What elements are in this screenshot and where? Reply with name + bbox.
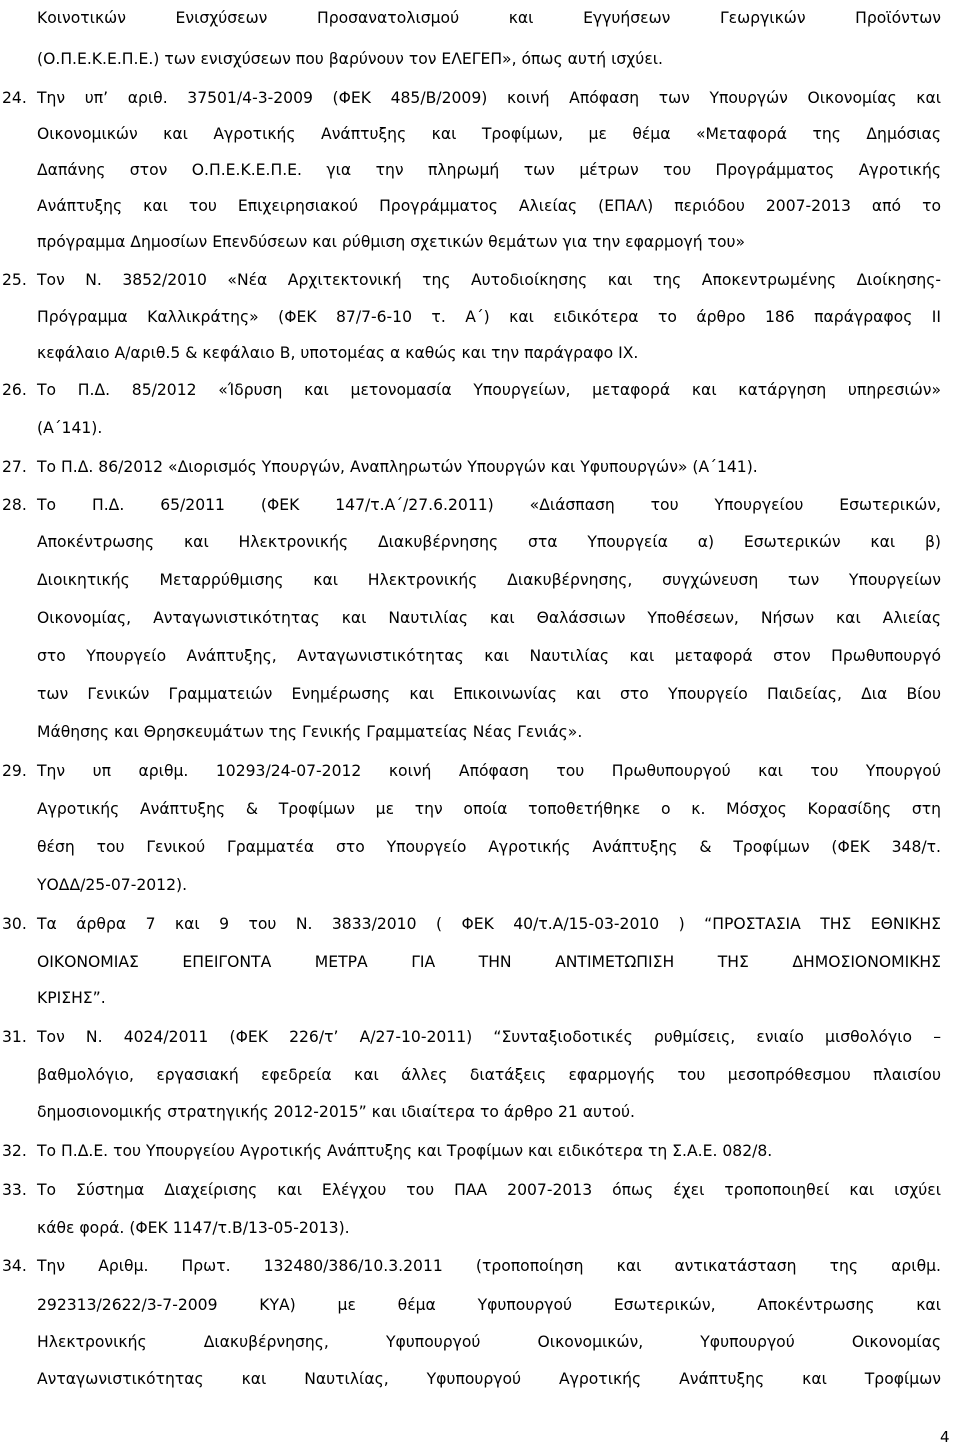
line-text: Αγροτικής Ανάπτυξης & Τροφίμων με την οποία τοποθετήθηκε ο κ. Μόσχος Κορασίδης στη <box>37 800 941 818</box>
numbered-item-line <box>0 1172 960 1208</box>
text-line <box>0 0 960 36</box>
line-text: ΥΟΔΔ/25-07-2012). <box>37 876 188 894</box>
line-text: βαθμολόγιο, εργασιακή εφεδρεία και άλλες διατάξεις εφαρμογής του μεσοπρόθεσμου πλαισίου <box>37 1066 941 1084</box>
line-text: Διοικητικής Μεταρρύθμισης και Ηλεκτρονικής Διακυβέρνησης, συγχώνευση των Υπουργείων <box>37 571 941 589</box>
text-line <box>0 714 960 750</box>
line-text: ΚΡΙΣΗΣ”. <box>37 989 106 1007</box>
line-text: 292313/2622/3-7-2009 ΚΥΑ) με θέμα Υφυπουργού Εσωτερικών, Αποκέντρωσης και <box>37 1296 941 1314</box>
text-line <box>0 335 960 371</box>
line-text: Οικονομικών και Αγροτικής Ανάπτυξης και Τροφίμων, με θέμα «Μεταφορά της Δημόσιας <box>37 125 941 143</box>
item-number: 24. <box>2 89 27 107</box>
text-line <box>0 1057 960 1093</box>
line-text: ΟΙΚΟΝΟΜΙΑΣ ΕΠΕΙΓΟΝΤΑ ΜΕΤΡΑ ΓΙΑ ΤΗΝ ΑΝΤΙΜΕΤΩΠΙΣΗ ΤΗΣ ΔΗΜΟΣΙΟΝΟΜΙΚΗΣ <box>37 953 941 971</box>
line-text: Την υπ’ αριθ. 37501/4-3-2009 (ΦΕΚ 485/Β/2009) κοινή Απόφαση των Υπουργών Οικονομίας και <box>37 89 941 107</box>
text-line <box>0 562 960 598</box>
text-line <box>0 600 960 636</box>
numbered-item-line <box>0 449 960 485</box>
line-text: Δαπάνης στον Ο.Π.Ε.Κ.Ε.Π.Ε. για την πληρωμή των μέτρων του Προγράμματος Αγροτικής <box>37 161 941 179</box>
line-text: (Ο.Π.Ε.Κ.Ε.Π.Ε.) των ενισχύσεων που βαρύνουν τον ΕΛΕΓΕΠ», όπως αυτή ισχύει. <box>37 50 663 68</box>
item-number: 31. <box>2 1028 27 1046</box>
line-text: (Α΄141). <box>37 419 103 437</box>
text-line <box>0 791 960 827</box>
text-line <box>0 1287 960 1323</box>
text-line <box>0 944 960 980</box>
text-line <box>0 188 960 224</box>
text-line <box>0 1210 960 1246</box>
line-text: Το Π.Δ. 65/2011 (ΦΕΚ 147/τ.Α΄/27.6.2011) «Διάσπαση του Υπουργείου Εσωτερικών, <box>37 496 941 514</box>
text-line <box>0 980 960 1016</box>
line-text: Τον Ν. 4024/2011 (ΦΕΚ 226/τ’ Α/27-10-2011) “Συνταξιοδοτικές ρυθμίσεις, ενιαίο μισθολόγιο – <box>37 1028 941 1046</box>
text-line <box>0 41 960 77</box>
line-text: θέση του Γενικού Γραμματέα στο Υπουργείο Αγροτικής Ανάπτυξης & Τροφίμων (ΦΕΚ 348/τ. <box>37 838 941 856</box>
text-line <box>0 676 960 712</box>
numbered-item-line <box>0 487 960 523</box>
text-line <box>0 1094 960 1130</box>
line-text: Τον Ν. 3852/2010 «Νέα Αρχιτεκτονική της Αυτοδιοίκησης και της Αποκεντρωμένης Διοίκησης- <box>37 271 941 289</box>
numbered-item-line <box>0 906 960 942</box>
item-number: 28. <box>2 496 27 514</box>
numbered-item-line <box>0 1019 960 1055</box>
line-text: Πρόγραμμα Καλλικράτης» (ΦΕΚ 87/7-6-10 τ. Α΄) και ειδικότερα το άρθρο 186 παράγραφος ΙΙ <box>37 308 941 326</box>
numbered-item-line <box>0 262 960 298</box>
line-text: Τα άρθρα 7 και 9 του Ν. 3833/2010 ( ΦΕΚ 40/τ.Α/15-03-2010 ) “ΠΡΟΣΤΑΣΙΑ ΤΗΣ ΕΘΝΙΚΗΣ <box>37 915 941 933</box>
item-number: 26. <box>2 381 27 399</box>
item-number: 32. <box>2 1142 27 1160</box>
line-text: Το Π.Δ.Ε. του Υπουργείου Αγροτικής Ανάπτυξης και Τροφίμων και ειδικότερα τη Σ.Α.Ε. 082/8. <box>37 1142 773 1160</box>
line-text: Το Π.Δ. 86/2012 «Διορισμός Υπουργών, Αναπληρωτών Υπουργών και Υφυπουργών» (Α΄141). <box>37 458 758 476</box>
item-number: 27. <box>2 458 27 476</box>
line-text: Αποκέντρωσης και Ηλεκτρονικής Διακυβέρνησης στα Υπουργεία α) Εσωτερικών και β) <box>37 533 941 551</box>
numbered-item-line <box>0 1248 960 1284</box>
line-text: δημοσιονομικής στρατηγικής 2012-2015” και ιδιαίτερα το άρθρο 21 αυτού. <box>37 1103 635 1121</box>
numbered-item-line <box>0 372 960 408</box>
line-text: πρόγραμμα Δημοσίων Επενδύσεων και ρύθμιση σχετικών θεμάτων για την εφαρμογή του» <box>37 233 746 251</box>
text-line <box>0 524 960 560</box>
line-text: κεφάλαιο Α/αριθ.5 & κεφάλαιο Β, υποτομέας α καθώς και την παράγραφο ΙΧ. <box>37 344 639 362</box>
item-number: 29. <box>2 762 27 780</box>
line-text: Το Σύστημα Διαχείρισης και Ελέγχου του ΠΑΑ 2007-2013 όπως έχει τροποποιηθεί και ισχύει <box>37 1181 941 1199</box>
text-line <box>0 867 960 903</box>
line-text: Ηλεκτρονικής Διακυβέρνησης, Υφυπουργού Οικονομικών, Υφυπουργού Οικονομίας <box>37 1333 941 1351</box>
text-line <box>0 829 960 865</box>
line-text: Την Αριθμ. Πρωτ. 132480/386/10.3.2011 (τροποποίηση και αντικατάσταση της αριθμ. <box>37 1257 941 1275</box>
page-number: 4 <box>940 1428 950 1446</box>
text-line <box>0 1324 960 1360</box>
numbered-item-line <box>0 80 960 116</box>
line-text: Ανάπτυξης και του Επιχειρησιακού Προγράμματος Αλιείας (ΕΠΑΛ) περιόδου 2007-2013 από το <box>37 197 941 215</box>
numbered-item-line <box>0 1133 960 1169</box>
line-text: Ανταγωνιστικότητας και Ναυτιλίας, Υφυπουργού Αγροτικής Ανάπτυξης και Τροφίμων <box>37 1370 941 1388</box>
line-text: των Γενικών Γραμματειών Ενημέρωσης και Επικοινωνίας και στο Υπουργείο Παιδείας, Δια Βίου <box>37 685 941 703</box>
text-line <box>0 299 960 335</box>
item-number: 34. <box>2 1257 27 1275</box>
text-line <box>0 1361 960 1397</box>
line-text: Οικονομίας, Ανταγωνιστικότητας και Ναυτιλίας και Θαλάσσιων Υποθέσεων, Νήσων και Αλιείας <box>37 609 941 627</box>
line-text: κάθε φορά. (ΦΕΚ 1147/τ.Β/13-05-2013). <box>37 1219 350 1237</box>
text-line <box>0 116 960 152</box>
item-number: 25. <box>2 271 27 289</box>
text-line <box>0 224 960 260</box>
item-number: 30. <box>2 915 27 933</box>
line-text: Την υπ αριθμ. 10293/24-07-2012 κοινή Απόφαση του Πρωθυπουργού και του Υπουργού <box>37 762 941 780</box>
text-line <box>0 152 960 188</box>
line-text: Το Π.Δ. 85/2012 «Ίδρυση και μετονομασία Υπουργείων, μεταφορά και κατάργηση υπηρεσιών» <box>37 381 941 399</box>
text-line <box>0 410 960 446</box>
text-line <box>0 638 960 674</box>
numbered-item-line <box>0 753 960 789</box>
line-text: στο Υπουργείο Ανάπτυξης, Ανταγωνιστικότητας και Ναυτιλίας και μεταφορά στον Πρωθυπουργό <box>37 647 941 665</box>
line-text: Μάθησης και Θρησκευμάτων της Γενικής Γραμματείας Νέας Γενιάς». <box>37 723 583 741</box>
item-number: 33. <box>2 1181 27 1199</box>
line-text: Κοινοτικών Ενισχύσεων Προσανατολισμού και Εγγυήσεων Γεωργικών Προϊόντων <box>37 9 941 27</box>
